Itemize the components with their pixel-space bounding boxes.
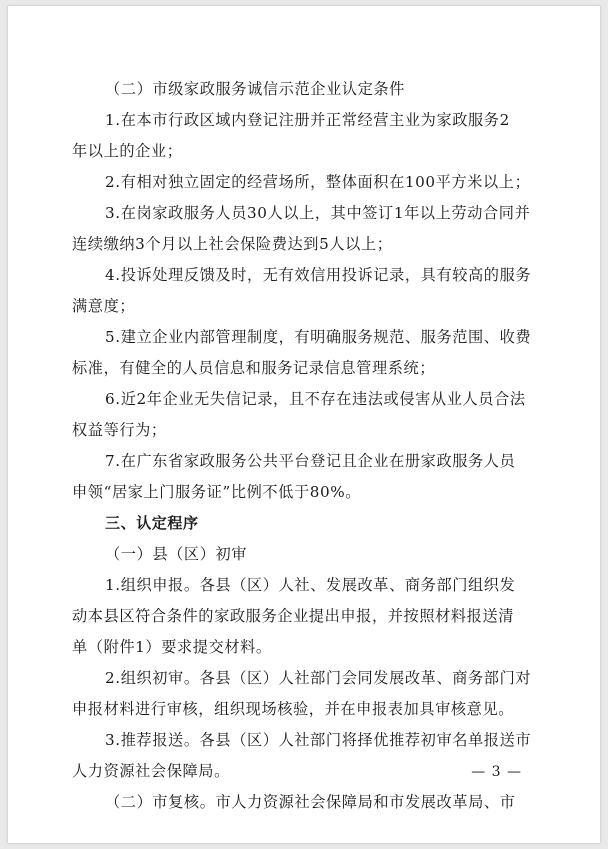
subsection-heading-city-review: （二）市复核。市人力资源社会保障局和市发展改革局、市 (105, 793, 516, 811)
section-heading-criteria: （二）市级家政服务诚信示范企业认定条件 (105, 80, 405, 98)
criteria-item-5-cont: 标准，有健全的人员信息和服务记录信息管理系统； (72, 359, 436, 377)
criteria-item-6: 6.近2年企业无失信记录，且不存在违法或侵害从业人员合法 (105, 390, 526, 408)
procedure-item-2-cont: 申报材料进行审核，组织现场核验，并在申报表加具审核意见。 (72, 700, 515, 718)
criteria-item-4-cont: 满意度； (72, 297, 136, 315)
criteria-item-3-cont: 连续缴纳3个月以上社会保险费达到5人以上； (72, 235, 393, 253)
document-page (8, 6, 600, 843)
criteria-item-5: 5.建立企业内部管理制度，有明确服务规范、服务范围、收费 (105, 328, 532, 346)
criteria-item-4: 4.投诉处理反馈及时，无有效信用投诉记录，具有较高的服务 (105, 266, 532, 284)
criteria-item-1: 1.在本市行政区域内登记注册并正常经营主业为家政服务2 (105, 111, 510, 129)
procedure-item-2: 2.组织初审。各县（区）人社部门会同发展改革、商务部门对 (105, 669, 532, 687)
criteria-item-6-cont: 权益等行为； (72, 421, 167, 439)
criteria-item-3: 3.在岗家政服务人员30人以上，其中签订1年以上劳动合同并 (105, 204, 531, 222)
procedure-item-1-cont-2: 单（附件1）要求提交材料。 (72, 638, 272, 656)
procedure-item-3: 3.推荐报送。各县（区）人社部门将择优推荐初审名单报送市 (105, 731, 532, 749)
criteria-item-7-cont: 申领“居家上门服务证”比例不低于80%。 (72, 483, 362, 501)
procedure-item-1-cont-1: 动本县区符合条件的家政服务企业提出申报，并按照材料报送清 (72, 607, 515, 625)
procedure-item-1: 1.组织申报。各县（区）人社、发展改革、商务部门组织发 (105, 576, 516, 594)
criteria-item-1-cont: 年以上的企业； (72, 142, 183, 160)
page-number: — 3 — (471, 764, 522, 780)
criteria-item-7: 7.在广东省家政服务公共平台登记且企业在册家政服务人员 (105, 452, 516, 470)
criteria-item-2: 2.有相对独立固定的经营场所，整体面积在100平方米以上； (105, 173, 531, 191)
section-heading-procedure: 三、认定程序 (105, 514, 199, 532)
procedure-item-3-cont: 人力资源社会保障局。 (72, 762, 230, 780)
subsection-heading-county-review: （一）县（区）初审 (105, 545, 248, 563)
